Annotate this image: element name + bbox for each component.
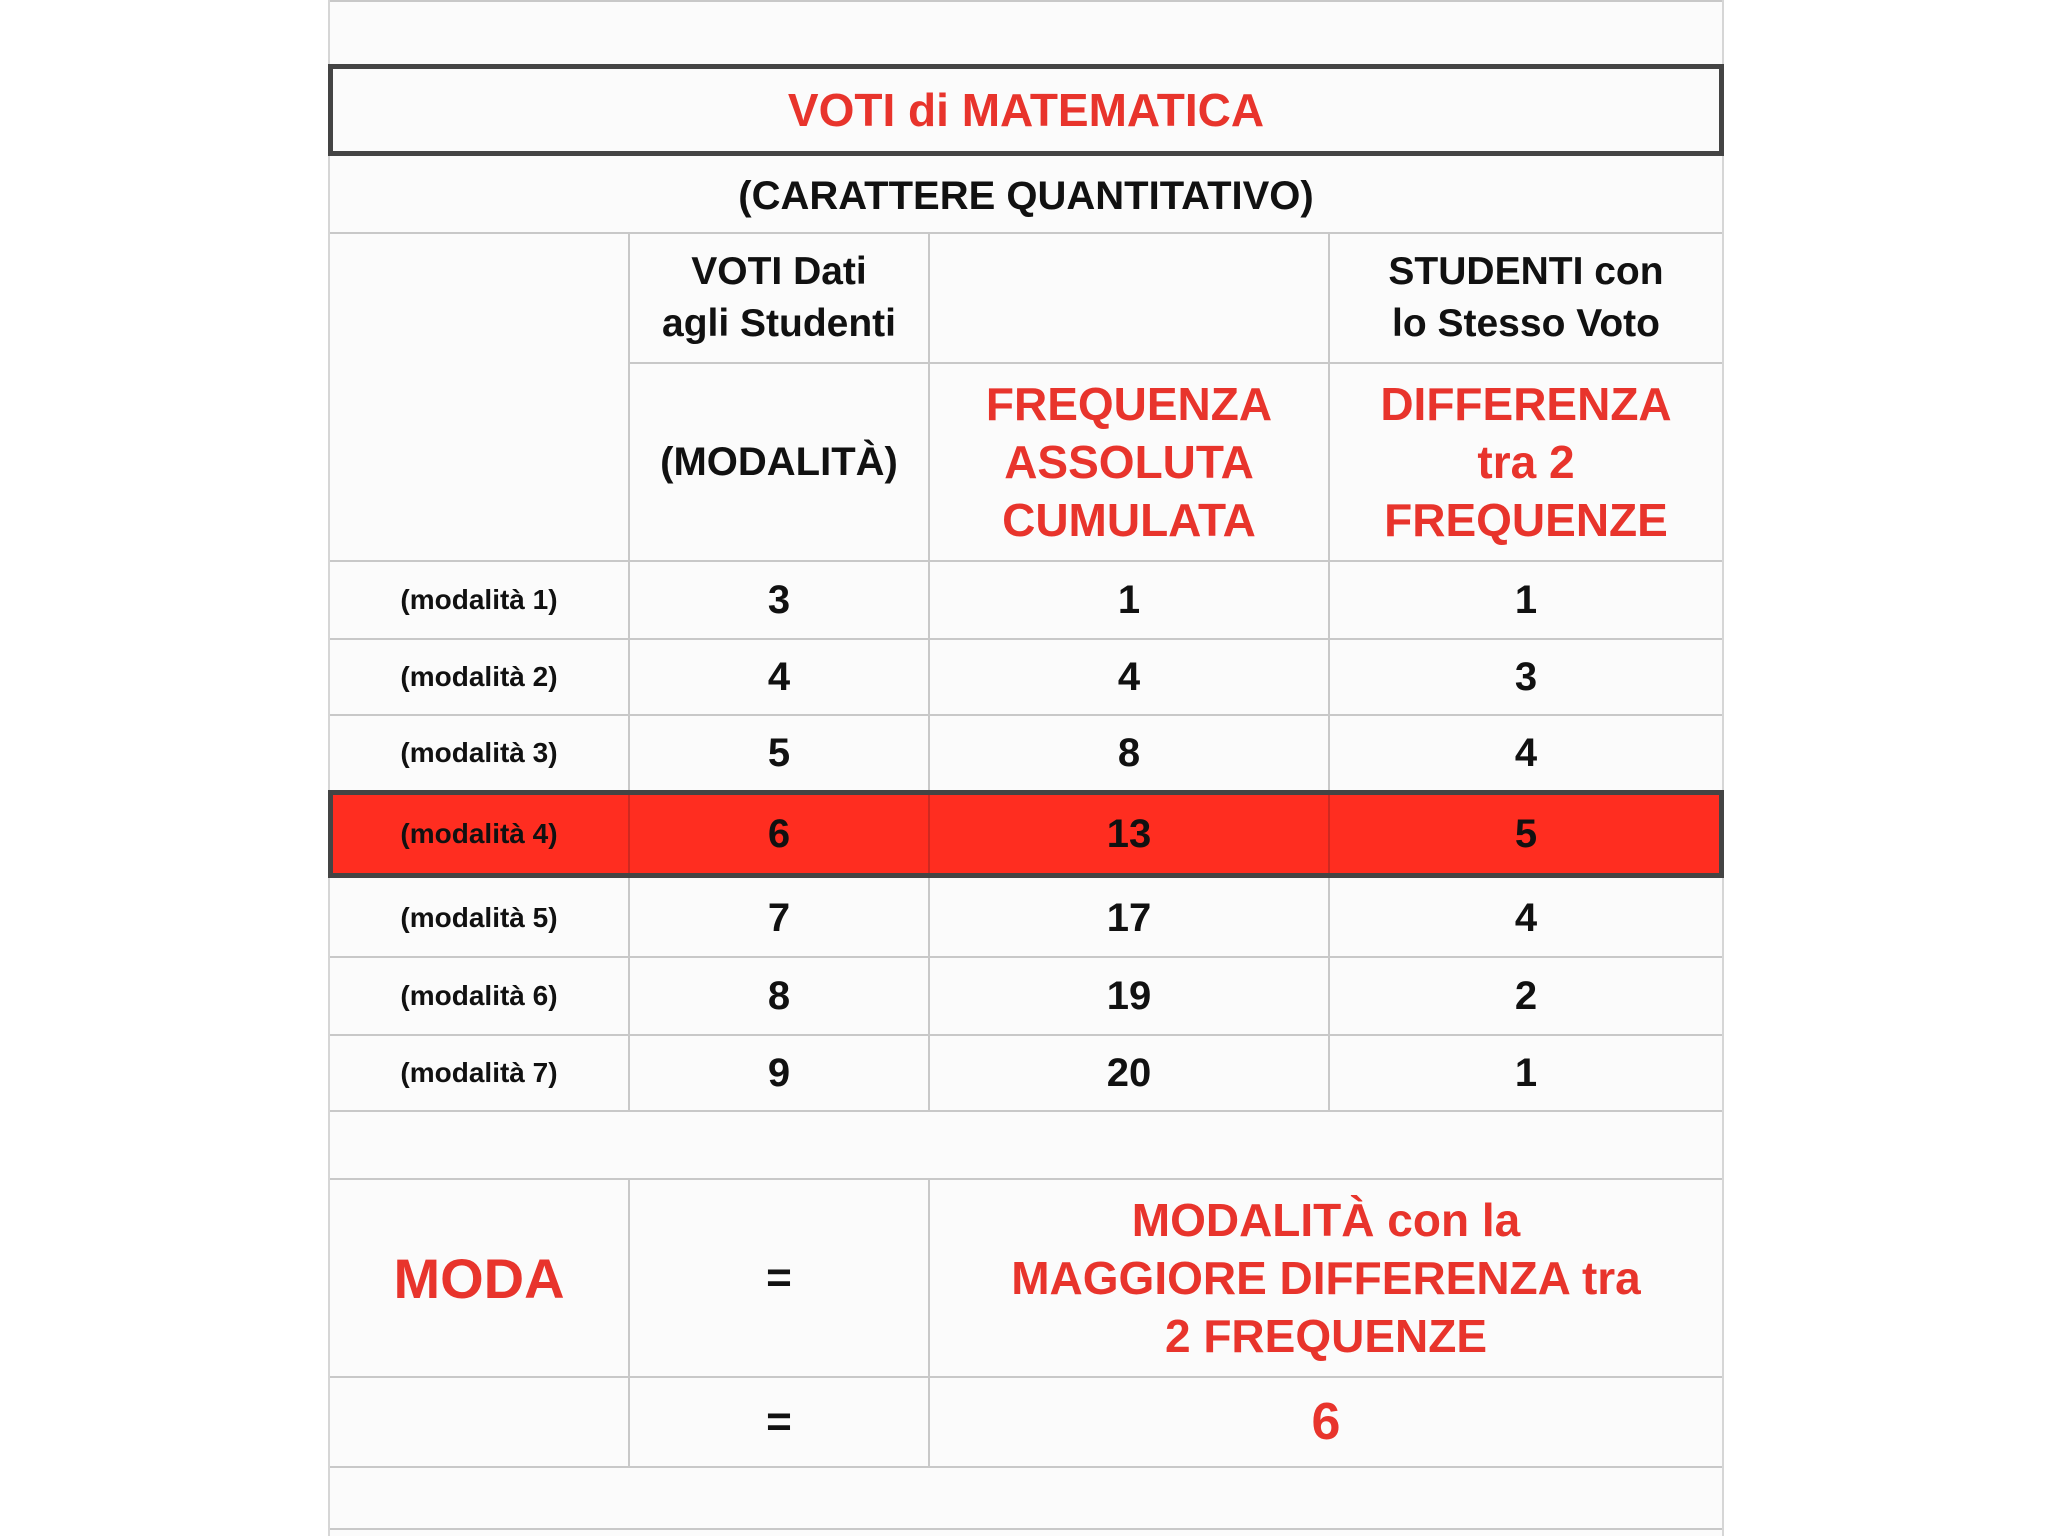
- cell-cumulata: 17: [1106, 895, 1152, 940]
- cell-differenza: 4: [1514, 895, 1538, 940]
- moda-definition: [930, 1180, 1722, 1376]
- divider: [330, 1110, 1722, 1112]
- header-studenti-text: STUDENTI con lo Stesso Voto: [1388, 250, 1664, 345]
- cell-cumulata: 8: [1117, 730, 1141, 775]
- cell-voto: 7: [767, 895, 791, 940]
- statistics-sheet: [328, 0, 1724, 1536]
- divider: [1328, 795, 1330, 873]
- divider: [330, 0, 1722, 2]
- divider: [1328, 878, 1330, 1110]
- table-subtitle: (CARATTERE QUANTITATIVO): [738, 173, 1314, 218]
- divider: [1328, 362, 1330, 790]
- row-label: (modalità 1): [400, 584, 558, 615]
- cell-cumulata: 19: [1106, 973, 1152, 1018]
- moda-definition-text: MODALITÀ con la MAGGIORE DIFFERENZA tra 2 FREQUENZE: [1011, 1194, 1641, 1362]
- cell-differenza: 3: [1514, 654, 1538, 699]
- header-voti-text: VOTI Dati agli Studenti: [662, 250, 896, 345]
- cell-voto: 9: [767, 1050, 791, 1095]
- cell-voto: 3: [767, 577, 791, 622]
- cell-cumulata: 1: [1117, 577, 1141, 622]
- divider: [628, 234, 630, 790]
- equals-sign: =: [766, 1397, 792, 1446]
- cell-cumulata: 13: [1106, 811, 1152, 856]
- header-voti: [630, 234, 928, 362]
- divider: [628, 878, 630, 1110]
- row-label: (modalità 5): [400, 902, 558, 933]
- moda-label: MODA: [393, 1246, 565, 1310]
- divider: [330, 1466, 1722, 1468]
- row-label: (modalità 6): [400, 980, 558, 1011]
- cell-cumulata: 4: [1117, 654, 1141, 699]
- cell-differenza: 2: [1514, 973, 1538, 1018]
- cell-cumulata: 20: [1106, 1050, 1152, 1095]
- cell-voto: 6: [767, 811, 791, 856]
- cell-voto: 5: [767, 730, 791, 775]
- header-studenti: [1330, 234, 1722, 362]
- header-frequenza-cumulata: [930, 364, 1328, 560]
- divider: [1328, 234, 1330, 362]
- header-differenza: [1330, 364, 1722, 560]
- divider: [628, 795, 630, 873]
- cell-differenza: 1: [1514, 1050, 1538, 1095]
- row-label: (modalità 7): [400, 1057, 558, 1088]
- divider: [330, 1528, 1722, 1530]
- divider: [928, 878, 930, 1110]
- row-label: (modalità 2): [400, 661, 558, 692]
- row-label: (modalità 4): [400, 818, 558, 849]
- cell-voto: 8: [767, 973, 791, 1018]
- cell-differenza: 5: [1514, 811, 1538, 856]
- cell-voto: 4: [767, 654, 791, 699]
- header-modalita: (MODALITÀ): [660, 440, 898, 484]
- divider: [928, 1180, 930, 1466]
- table-title: VOTI di MATEMATICA: [328, 64, 1724, 156]
- divider: [628, 1180, 630, 1466]
- cell-differenza: 4: [1514, 730, 1538, 775]
- header-frequenza-text: FREQUENZA ASSOLUTA CUMULATA: [985, 378, 1273, 546]
- divider: [928, 234, 930, 790]
- divider: [928, 795, 930, 873]
- header-differenza-text: DIFFERENZA tra 2 FREQUENZE: [1380, 378, 1672, 546]
- row-label: (modalità 3): [400, 737, 558, 768]
- equals-sign: =: [766, 1253, 792, 1302]
- cell-differenza: 1: [1514, 577, 1538, 622]
- moda-result: 6: [1311, 1393, 1341, 1451]
